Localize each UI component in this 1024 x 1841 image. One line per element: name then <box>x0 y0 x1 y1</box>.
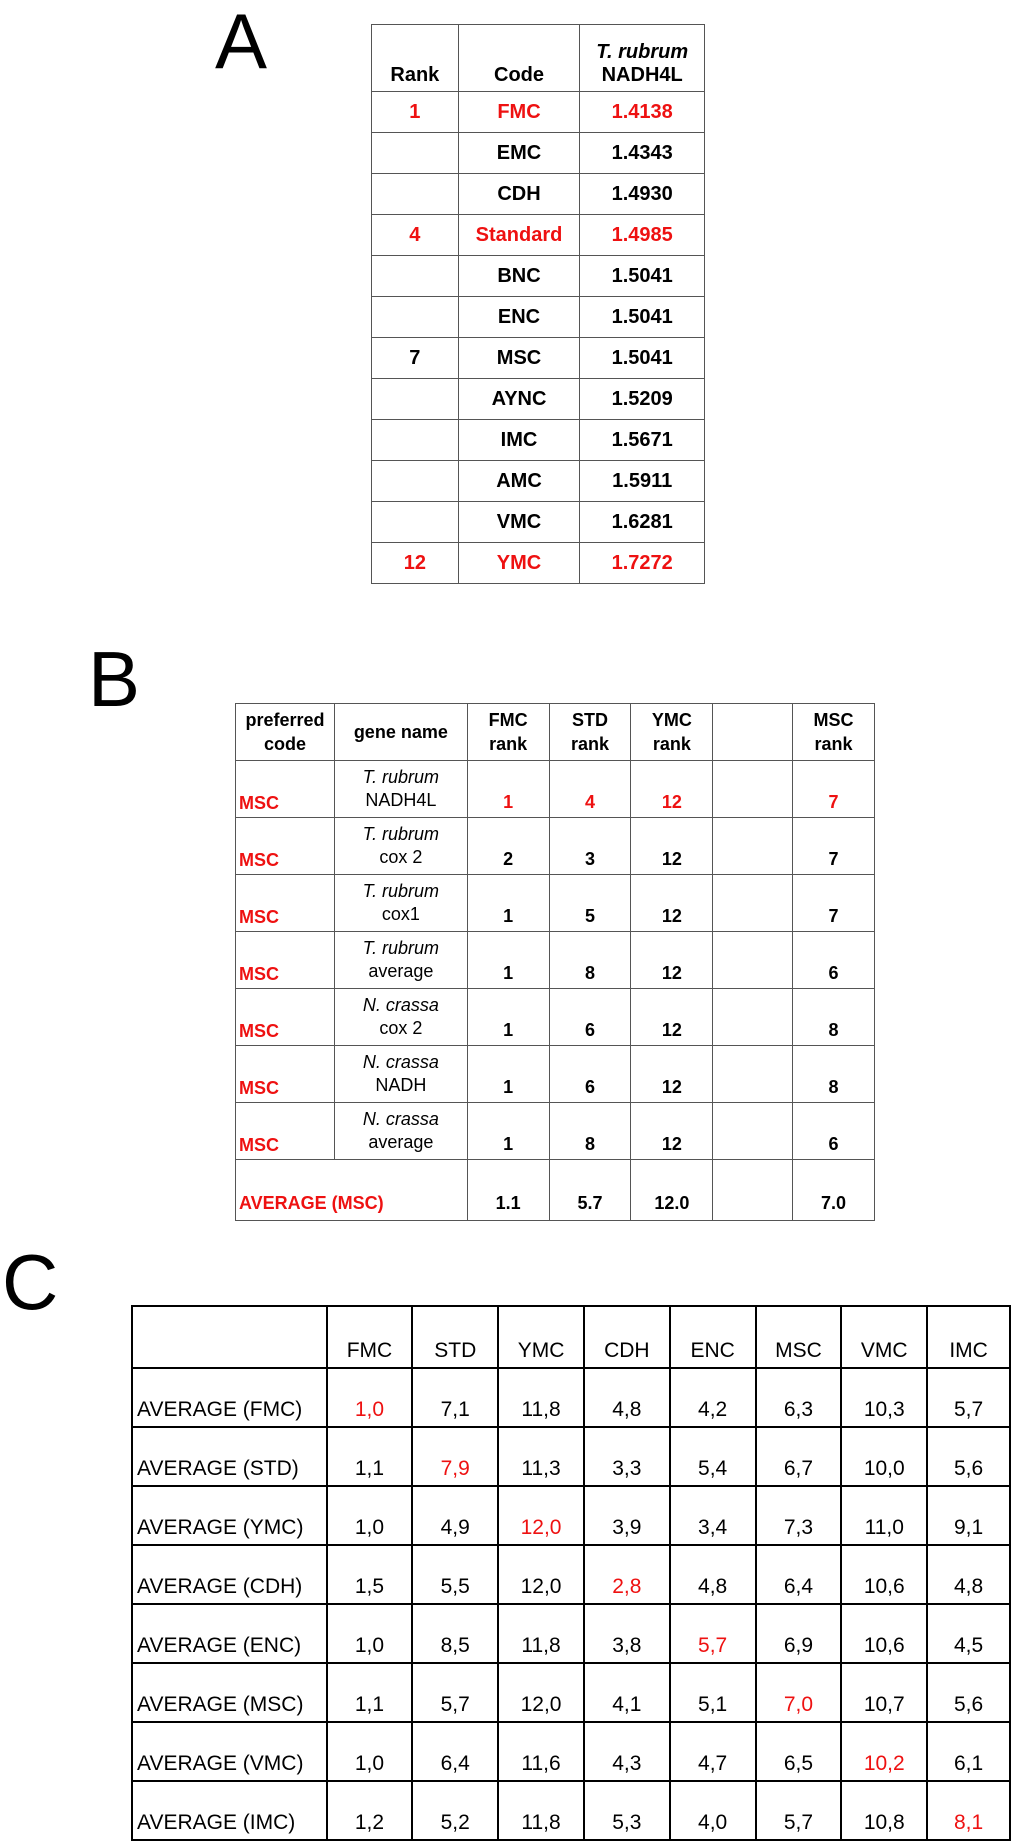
header-fmc-line1: FMC <box>488 709 528 730</box>
header-blank <box>713 704 793 761</box>
header-std-line2: rank <box>571 734 610 754</box>
value-cell: 3,9 <box>584 1486 670 1545</box>
row-label: AVERAGE (ENC) <box>132 1604 327 1663</box>
panel-label-c: C <box>2 1238 59 1326</box>
value-cell: 12,0 <box>498 1486 584 1545</box>
value-cell: 1.4138 <box>580 92 705 133</box>
gene-label: average <box>368 961 434 981</box>
table-row <box>132 1427 1010 1486</box>
ymc-rank-cell: 12 <box>631 989 713 1046</box>
code-cell: YMC <box>458 543 580 584</box>
header-rank: Rank <box>372 25 459 92</box>
ymc-rank-cell: 12 <box>631 875 713 932</box>
column-header-msc: MSC <box>756 1306 842 1368</box>
value-cell: 6,7 <box>756 1427 842 1486</box>
table-row <box>372 256 705 297</box>
row-label: AVERAGE (YMC) <box>132 1486 327 1545</box>
row-label: AVERAGE (FMC) <box>132 1368 327 1427</box>
column-header-vmc: VMC <box>841 1306 927 1368</box>
value-cell: 1,1 <box>327 1427 413 1486</box>
preferred-code-cell: MSC <box>236 1103 335 1160</box>
value-cell: 1.5041 <box>580 256 705 297</box>
rank-cell <box>372 297 459 338</box>
header-fmc-line2: rank <box>489 734 528 754</box>
column-header-fmc: FMC <box>327 1306 413 1368</box>
fmc-rank-cell: 1 <box>467 989 549 1046</box>
std-rank-cell: 8 <box>549 1103 631 1160</box>
table-row <box>236 932 875 989</box>
ymc-rank-cell: 12 <box>631 1103 713 1160</box>
value-cell: 4,2 <box>670 1368 756 1427</box>
gene-name-cell <box>334 875 467 932</box>
gene-species: T. rubrum <box>362 937 440 958</box>
preferred-code-cell: MSC <box>236 818 335 875</box>
panel-label-b: B <box>88 635 141 723</box>
fmc-rank-cell: 1 <box>467 1103 549 1160</box>
value-cell: 1,0 <box>327 1722 413 1781</box>
panel-label-a: A <box>215 0 268 85</box>
value-cell: 7,0 <box>756 1663 842 1722</box>
table-row <box>132 1663 1010 1722</box>
gene-label: cox 2 <box>379 1018 423 1038</box>
rank-cell <box>372 256 459 297</box>
fmc-rank-cell: 1 <box>467 875 549 932</box>
gene-name-cell <box>334 932 467 989</box>
value-cell: 4,1 <box>584 1663 670 1722</box>
value-cell: 3,4 <box>670 1486 756 1545</box>
msc-rank-cell: 8 <box>793 1046 875 1103</box>
value-cell: 7,9 <box>412 1427 498 1486</box>
value-cell: 1,0 <box>327 1486 413 1545</box>
table-row <box>236 818 875 875</box>
code-cell: AMC <box>458 461 580 502</box>
std-rank-cell: 6 <box>549 989 631 1046</box>
table-row <box>132 1722 1010 1781</box>
value-cell: 5,6 <box>927 1427 1010 1486</box>
header-msc-line2: rank <box>814 734 853 754</box>
value-cell: 11,8 <box>498 1368 584 1427</box>
gene-name-cell <box>334 1103 467 1160</box>
value-cell: 10,2 <box>841 1722 927 1781</box>
header-msc-line1: MSC <box>813 709 854 730</box>
table-row <box>132 1368 1010 1427</box>
table-row <box>372 379 705 420</box>
preferred-code-cell: MSC <box>236 761 335 818</box>
value-cell: 10,7 <box>841 1663 927 1722</box>
average-label: AVERAGE (MSC) <box>236 1160 468 1221</box>
header-ymc-line2: rank <box>652 734 691 754</box>
table-b <box>235 703 875 1221</box>
blank-cell <box>713 818 793 875</box>
table-c <box>131 1305 1011 1841</box>
value-cell: 11,3 <box>498 1427 584 1486</box>
std-rank-cell: 3 <box>549 818 631 875</box>
value-cell: 12,0 <box>498 1663 584 1722</box>
value-cell: 11,8 <box>498 1604 584 1663</box>
blank-cell <box>713 932 793 989</box>
value-cell: 1,0 <box>327 1604 413 1663</box>
column-header-cdh: CDH <box>584 1306 670 1368</box>
table-row <box>372 338 705 379</box>
rank-cell: 7 <box>372 338 459 379</box>
column-header-imc: IMC <box>927 1306 1010 1368</box>
blank-cell <box>713 875 793 932</box>
column-header-enc: ENC <box>670 1306 756 1368</box>
average-row <box>236 1160 875 1221</box>
value-cell: 1.4985 <box>580 215 705 256</box>
msc-rank-cell: 6 <box>793 1103 875 1160</box>
std-rank-cell: 5 <box>549 875 631 932</box>
gene-label: NADH4L <box>365 790 437 810</box>
value-cell: 11,0 <box>841 1486 927 1545</box>
value-cell: 4,9 <box>412 1486 498 1545</box>
table-row <box>132 1486 1010 1545</box>
table-c-header-row <box>132 1306 1010 1368</box>
table-b-header-row <box>236 704 875 761</box>
value-cell: 6,4 <box>756 1545 842 1604</box>
row-label: AVERAGE (CDH) <box>132 1545 327 1604</box>
table-row <box>372 174 705 215</box>
row-label: AVERAGE (STD) <box>132 1427 327 1486</box>
value-cell: 6,9 <box>756 1604 842 1663</box>
std-rank-cell: 8 <box>549 932 631 989</box>
value-cell: 4,8 <box>584 1368 670 1427</box>
value-cell: 5,4 <box>670 1427 756 1486</box>
table-row <box>132 1604 1010 1663</box>
msc-rank-cell: 7 <box>793 875 875 932</box>
code-cell: IMC <box>458 420 580 461</box>
value-cell: 10,0 <box>841 1427 927 1486</box>
std-rank-cell: 6 <box>549 1046 631 1103</box>
value-cell: 8,1 <box>927 1781 1010 1840</box>
header-corner <box>132 1306 327 1368</box>
value-cell: 10,8 <box>841 1781 927 1840</box>
table-a-header-row <box>372 25 705 92</box>
column-header-ymc: YMC <box>498 1306 584 1368</box>
value-cell: 6,5 <box>756 1722 842 1781</box>
header-value <box>580 25 705 92</box>
value-cell: 10,3 <box>841 1368 927 1427</box>
value-cell: 5,7 <box>756 1781 842 1840</box>
gene-name-cell <box>334 1046 467 1103</box>
std-rank-cell: 4 <box>549 761 631 818</box>
value-cell: 12,0 <box>498 1545 584 1604</box>
fmc-rank-cell: 1 <box>467 1046 549 1103</box>
table-row <box>236 1046 875 1103</box>
code-cell: Standard <box>458 215 580 256</box>
msc-rank-cell: 7 <box>793 761 875 818</box>
header-msc-rank <box>793 704 875 761</box>
table-row <box>236 1103 875 1160</box>
value-cell: 4,5 <box>927 1604 1010 1663</box>
code-cell: BNC <box>458 256 580 297</box>
average-ymc-cell: 12.0 <box>631 1160 713 1221</box>
value-cell: 5,7 <box>412 1663 498 1722</box>
preferred-code-cell: MSC <box>236 989 335 1046</box>
column-header-std: STD <box>412 1306 498 1368</box>
header-value-species: T. rubrum <box>596 41 689 63</box>
gene-label: average <box>368 1132 434 1152</box>
header-code: Code <box>458 25 580 92</box>
value-cell: 5,3 <box>584 1781 670 1840</box>
value-cell: 10,6 <box>841 1604 927 1663</box>
gene-name-cell <box>334 818 467 875</box>
table-row <box>236 761 875 818</box>
preferred-code-cell: MSC <box>236 932 335 989</box>
header-std-rank <box>549 704 631 761</box>
table-a <box>371 24 705 584</box>
table-row <box>372 215 705 256</box>
value-cell: 8,5 <box>412 1604 498 1663</box>
value-cell: 5,6 <box>927 1663 1010 1722</box>
value-cell: 5,7 <box>927 1368 1010 1427</box>
ymc-rank-cell: 12 <box>631 818 713 875</box>
header-gene-name: gene name <box>334 704 467 761</box>
gene-species: T. rubrum <box>362 880 440 901</box>
rank-cell: 12 <box>372 543 459 584</box>
value-cell: 9,1 <box>927 1486 1010 1545</box>
header-std-line1: STD <box>572 709 609 730</box>
value-cell: 3,8 <box>584 1604 670 1663</box>
gene-species: N. crassa <box>362 994 439 1015</box>
value-cell: 5,1 <box>670 1663 756 1722</box>
table-row <box>132 1545 1010 1604</box>
value-cell: 4,8 <box>670 1545 756 1604</box>
header-preferred-line1: preferred <box>245 709 325 730</box>
value-cell: 1.4343 <box>580 133 705 174</box>
value-cell: 11,6 <box>498 1722 584 1781</box>
code-cell: CDH <box>458 174 580 215</box>
value-cell: 11,8 <box>498 1781 584 1840</box>
value-cell: 10,6 <box>841 1545 927 1604</box>
blank-cell <box>713 1103 793 1160</box>
blank-cell <box>713 1160 793 1221</box>
row-label: AVERAGE (IMC) <box>132 1781 327 1840</box>
average-fmc-cell: 1.1 <box>467 1160 549 1221</box>
value-cell: 1.4930 <box>580 174 705 215</box>
table-row <box>236 989 875 1046</box>
gene-species: N. crassa <box>362 1051 439 1072</box>
ymc-rank-cell: 12 <box>631 1046 713 1103</box>
value-cell: 7,3 <box>756 1486 842 1545</box>
value-cell: 1.5041 <box>580 338 705 379</box>
rank-cell: 4 <box>372 215 459 256</box>
gene-label: cox1 <box>381 904 420 924</box>
rank-cell <box>372 379 459 420</box>
value-cell: 1,5 <box>327 1545 413 1604</box>
header-preferred-line2: code <box>263 734 306 754</box>
table-row <box>236 875 875 932</box>
value-cell: 4,7 <box>670 1722 756 1781</box>
rank-cell <box>372 461 459 502</box>
gene-species: N. crassa <box>362 1108 439 1129</box>
gene-species: T. rubrum <box>362 766 440 787</box>
value-cell: 6,4 <box>412 1722 498 1781</box>
value-cell: 5,5 <box>412 1545 498 1604</box>
code-cell: VMC <box>458 502 580 543</box>
value-cell: 4,0 <box>670 1781 756 1840</box>
table-row <box>372 92 705 133</box>
msc-rank-cell: 6 <box>793 932 875 989</box>
value-cell: 1.5911 <box>580 461 705 502</box>
blank-cell <box>713 1046 793 1103</box>
value-cell: 4,3 <box>584 1722 670 1781</box>
value-cell: 1.7272 <box>580 543 705 584</box>
fmc-rank-cell: 1 <box>467 761 549 818</box>
value-cell: 1.5671 <box>580 420 705 461</box>
code-cell: MSC <box>458 338 580 379</box>
header-ymc-rank <box>631 704 713 761</box>
table-row <box>372 502 705 543</box>
gene-name-cell <box>334 989 467 1046</box>
row-label: AVERAGE (MSC) <box>132 1663 327 1722</box>
header-fmc-rank <box>467 704 549 761</box>
value-cell: 6,1 <box>927 1722 1010 1781</box>
preferred-code-cell: MSC <box>236 1046 335 1103</box>
rank-cell <box>372 420 459 461</box>
value-cell: 1,0 <box>327 1368 413 1427</box>
code-cell: AYNC <box>458 379 580 420</box>
value-cell: 2,8 <box>584 1545 670 1604</box>
value-cell: 1,2 <box>327 1781 413 1840</box>
msc-rank-cell: 7 <box>793 818 875 875</box>
rank-cell: 1 <box>372 92 459 133</box>
blank-cell <box>713 989 793 1046</box>
preferred-code-cell: MSC <box>236 875 335 932</box>
average-std-cell: 5.7 <box>549 1160 631 1221</box>
msc-rank-cell: 8 <box>793 989 875 1046</box>
value-cell: 7,1 <box>412 1368 498 1427</box>
header-preferred-code <box>236 704 335 761</box>
value-cell: 5,7 <box>670 1604 756 1663</box>
table-row <box>372 461 705 502</box>
header-value-gene: NADH4L <box>601 64 683 86</box>
fmc-rank-cell: 2 <box>467 818 549 875</box>
rank-cell <box>372 133 459 174</box>
table-row <box>372 297 705 338</box>
table-row <box>372 133 705 174</box>
value-cell: 1.5209 <box>580 379 705 420</box>
gene-species: T. rubrum <box>362 823 440 844</box>
rank-cell <box>372 174 459 215</box>
value-cell: 5,2 <box>412 1781 498 1840</box>
fmc-rank-cell: 1 <box>467 932 549 989</box>
code-cell: EMC <box>458 133 580 174</box>
ymc-rank-cell: 12 <box>631 761 713 818</box>
code-cell: ENC <box>458 297 580 338</box>
value-cell: 3,3 <box>584 1427 670 1486</box>
value-cell: 6,3 <box>756 1368 842 1427</box>
ymc-rank-cell: 12 <box>631 932 713 989</box>
value-cell: 4,8 <box>927 1545 1010 1604</box>
table-row <box>132 1781 1010 1840</box>
header-ymc-line1: YMC <box>651 709 692 730</box>
row-label: AVERAGE (VMC) <box>132 1722 327 1781</box>
average-msc-cell: 7.0 <box>793 1160 875 1221</box>
code-cell: FMC <box>458 92 580 133</box>
blank-cell <box>713 761 793 818</box>
gene-name-cell <box>334 761 467 818</box>
value-cell: 1.5041 <box>580 297 705 338</box>
gene-label: cox 2 <box>379 847 423 867</box>
rank-cell <box>372 502 459 543</box>
table-row <box>372 420 705 461</box>
value-cell: 1.6281 <box>580 502 705 543</box>
gene-label: NADH <box>375 1075 427 1095</box>
table-row <box>372 543 705 584</box>
value-cell: 1,1 <box>327 1663 413 1722</box>
